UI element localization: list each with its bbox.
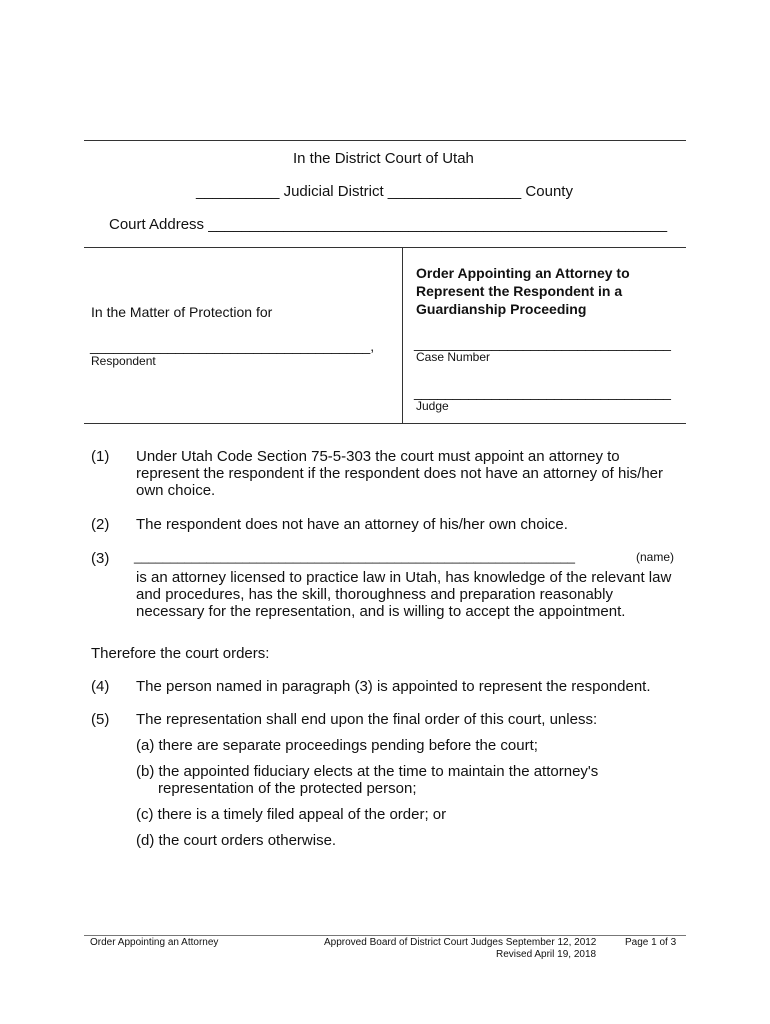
header-bottom-rule	[84, 247, 686, 248]
paragraph-2-number: (2)	[91, 516, 110, 533]
paragraph-2-text: The respondent does not have an attorney of his/her own choice.	[136, 516, 568, 533]
footer-revised: Revised April 19, 2018	[496, 949, 597, 960]
caption-bottom-rule	[84, 423, 686, 424]
paragraph-1-line-1: Under Utah Code Section 75-5-303 the court must appoint an attorney to	[136, 448, 620, 465]
paragraph-3-line-2: and procedures, has the skill, thoroughness and preparation reasonably	[136, 586, 613, 603]
order-title-line-1: Order Appointing an Attorney to	[416, 265, 630, 281]
caption-divider	[402, 248, 403, 423]
therefore-heading: Therefore the court orders:	[91, 645, 270, 662]
order-5-number: (5)	[91, 711, 110, 728]
order-5-item-d: (d) the court orders otherwise.	[136, 832, 337, 849]
court-title: In the District Court of Utah	[293, 150, 474, 167]
attorney-name-label: (name)	[636, 550, 675, 564]
order-title-line-3: Guardianship Proceeding	[416, 301, 587, 317]
order-4-text: The person named in paragraph (3) is appointed to represent the respondent.	[136, 678, 651, 695]
order-5-text: The representation shall end upon the final order of this court, unless:	[136, 711, 598, 728]
footer-page-number: Page 1 of 3	[625, 937, 677, 948]
paragraph-3-line-1: is an attorney licensed to practice law in Utah, has knowledge of the relevant law	[136, 569, 672, 586]
order-title-line-2: Represent the Respondent in a	[416, 283, 623, 299]
matter-label: In the Matter of Protection for	[91, 304, 273, 320]
order-5-item-c: (c) there is a timely filed appeal of the order; or	[136, 806, 447, 823]
order-5-item-b-cont: representation of the protected person;	[158, 780, 417, 797]
court-address-line: Court Address _______________________________________________________	[109, 216, 668, 233]
paragraph-3-number: (3)	[91, 550, 110, 567]
attorney-name-blank: _____________________________________________________________	[134, 549, 576, 564]
judge-line: _________________________________	[414, 384, 671, 400]
footer-left: Order Appointing an Attorney	[90, 937, 219, 948]
order-5-item-a: (a) there are separate proceedings pending before the court;	[136, 737, 538, 754]
paragraph-3-line-3: necessary for the representation, and is willing to accept the appointment.	[136, 603, 626, 620]
case-number-label: Case Number	[416, 350, 491, 364]
order-4-number: (4)	[91, 678, 110, 695]
paragraph-1-line-3: own choice.	[136, 482, 216, 499]
top-rule	[84, 140, 686, 141]
order-5-item-b: (b) the appointed fiduciary elects at the time to maintain the attorney's	[136, 763, 599, 780]
footer-approval: Approved Board of District Court Judges September 12, 2012	[324, 937, 597, 948]
respondent-label: Respondent	[91, 354, 156, 368]
paragraph-1-line-2: represent the respondent if the respondent does not have an attorney of his/her	[136, 465, 664, 482]
respondent-line: ____________________________________,	[90, 338, 375, 354]
district-county-line: __________ Judicial District ________________ County	[196, 183, 573, 200]
case-number-line: _________________________________	[414, 335, 671, 351]
judge-label: Judge	[416, 399, 449, 413]
paragraph-1-number: (1)	[91, 448, 110, 465]
footer-rule	[84, 935, 686, 936]
